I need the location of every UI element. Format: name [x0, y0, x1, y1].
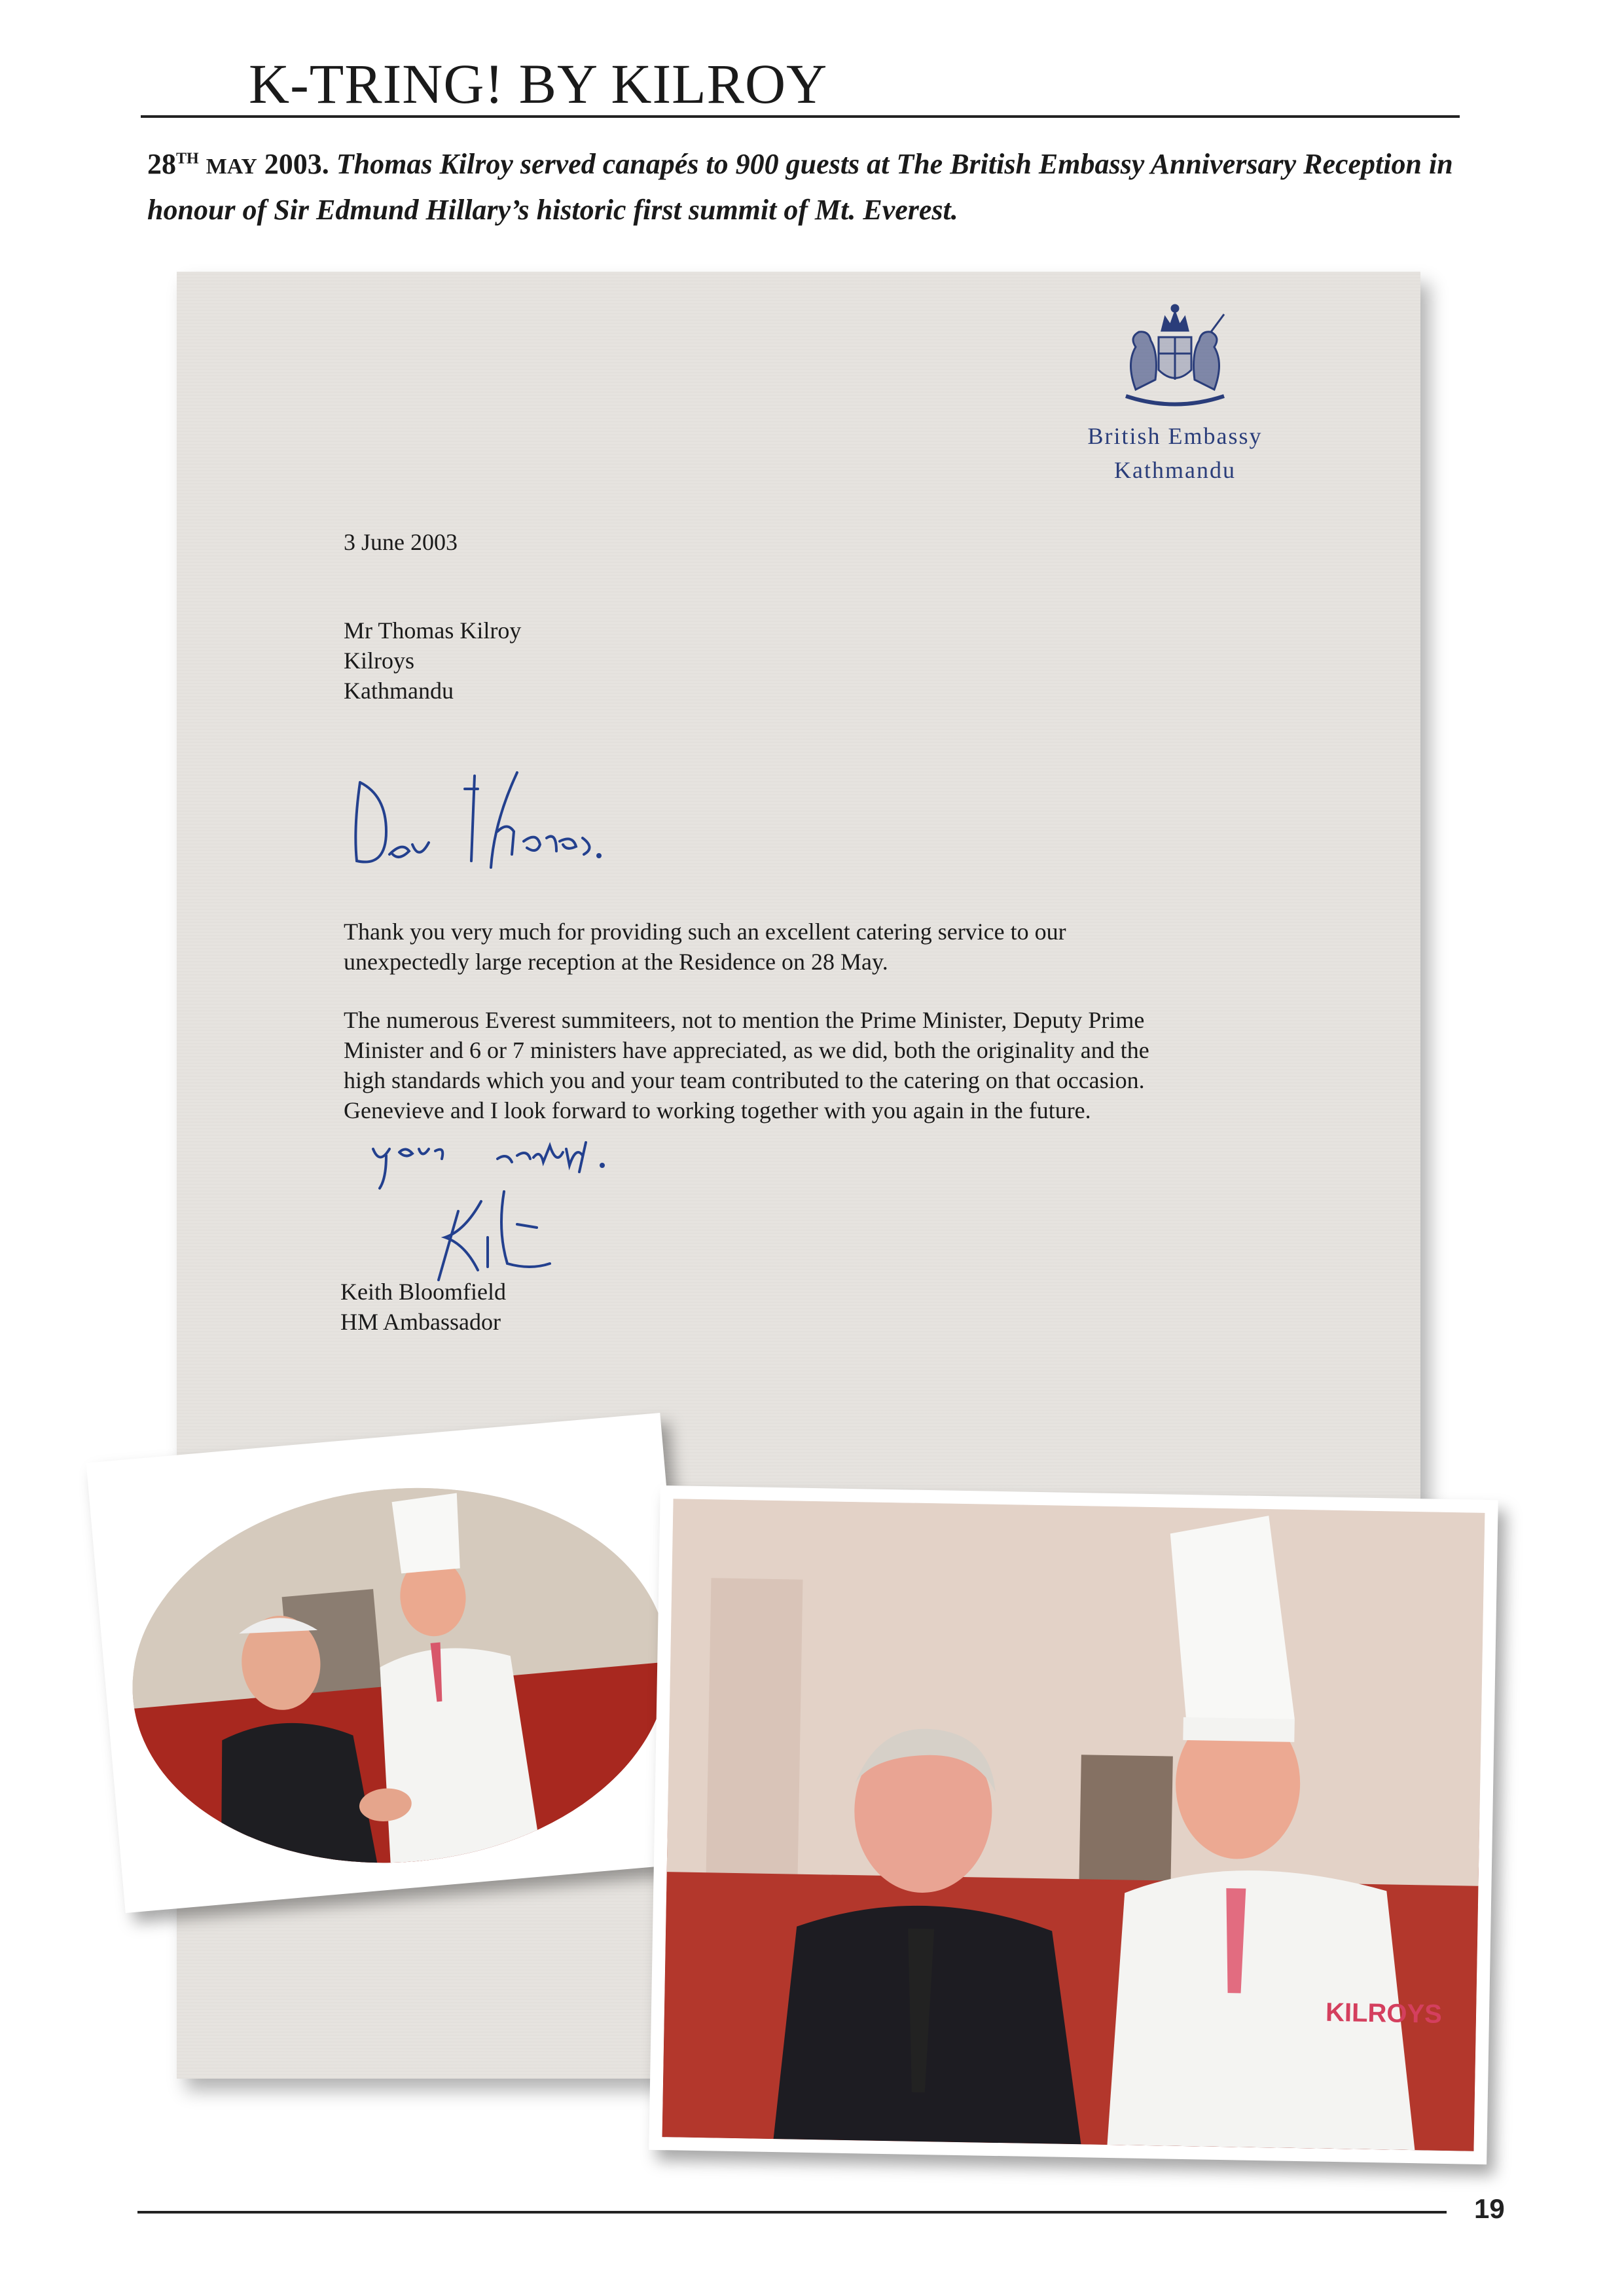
chef-and-guest-scene [662, 1499, 1485, 2151]
svg-text:KILROYS: KILROYS [1325, 1997, 1443, 2029]
letterhead-city: Kathmandu [1114, 457, 1236, 483]
letter-paragraph-1: Thank you very much for providing such an excellent catering service to our unexpectedly large reception at the Residence on 28 May. [344, 919, 1066, 975]
letter-date: 3 June 2003 [344, 529, 458, 555]
signatory-name: Keith Bloomfield [340, 1279, 506, 1305]
page-number: 19 [1474, 2193, 1505, 2224]
intro-text: Thomas Kilroy served canapés to 900 guests at The British Embassy Anniversary Reception in honour of Sir Edmund Hillary’s historic first summit of Mt. Everest. [147, 148, 1453, 226]
recipient-name: Mr Thomas Kilroy [344, 617, 522, 644]
header-divider [141, 115, 1460, 118]
intro-caption [147, 143, 1470, 232]
oval-photo-frame [117, 1466, 684, 1884]
recipient-company: Kilroys [344, 647, 414, 674]
recipient-city: Kathmandu [344, 678, 454, 704]
photo-chef-and-guest-image [662, 1499, 1485, 2151]
royal-coat-of-arms-icon [1100, 291, 1250, 416]
letterhead-embassy: British Embassy [1087, 423, 1263, 449]
intro-date: 28TH MAY 2003. [147, 148, 329, 180]
signatory-title: HM Ambassador [340, 1309, 501, 1335]
letter-paragraph-2: The numerous Everest summiteers, not to mention the Prime Minister, Deputy Prime Minister and 6 or 7 ministers have appreciated, as we did, both the originality and the high standards which you and your team contributed to the catering on that occasion. Genevieve and I look forward to working together with you again in the future. [344, 1007, 1149, 1123]
handwritten-signature [367, 1139, 707, 1290]
page-title: K-TRING! BY KILROY [249, 52, 828, 115]
photo-chef-and-guest [649, 1485, 1498, 2164]
photo-oval-handshake [86, 1413, 700, 1913]
footer-divider [137, 2211, 1447, 2214]
letterhead [1047, 419, 1303, 487]
recipient-address [344, 615, 521, 706]
signatory [340, 1277, 506, 1337]
handwritten-salutation [340, 769, 655, 881]
handshake-scene [117, 1466, 684, 1884]
